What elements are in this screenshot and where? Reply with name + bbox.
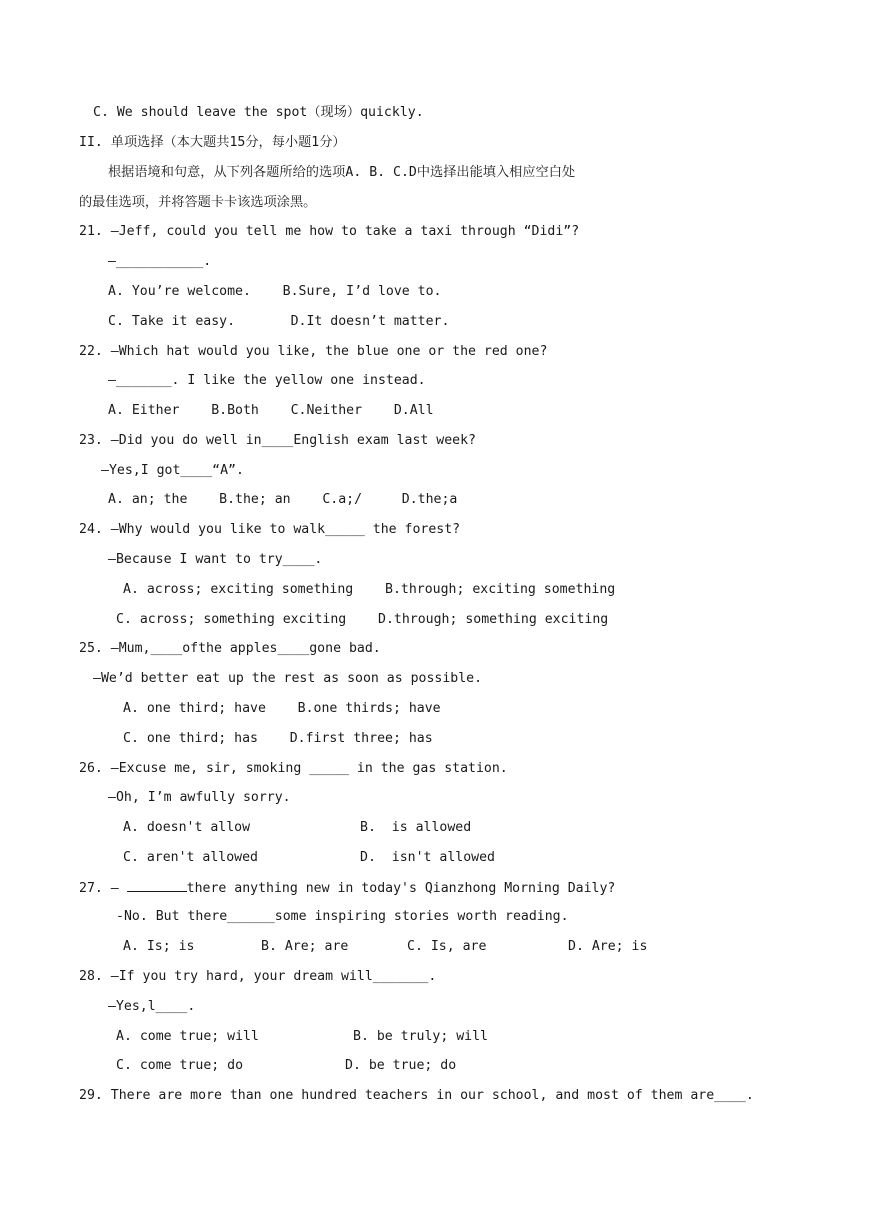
blank-underline: [127, 879, 187, 892]
option-d: D. be true; do: [345, 1058, 457, 1073]
option-d: D. Are; is: [568, 939, 648, 954]
option-line: A. Either B.Both C.Neither D.All: [108, 403, 434, 418]
option-line: A. one third; have B.one thirds; have: [123, 701, 441, 716]
option-a: A. come true; will: [116, 1029, 259, 1044]
option-line: C. We should leave the spot（现场）quickly.: [93, 105, 424, 120]
question-29: 29. There are more than one hundred teachers in our school, and most of them are____.: [79, 1088, 754, 1103]
option-c: C. come true; do: [116, 1058, 244, 1073]
answer-line: —Because I want to try____.: [108, 552, 323, 567]
option-b: B. Are; are: [261, 939, 349, 954]
option-b: B. is allowed: [360, 820, 472, 835]
answer-line: -No. But there______some inspiring stories worth reading.: [116, 909, 569, 924]
instruction-line: 的最佳选项，并将答题卡卡该选项涂黑。: [79, 195, 317, 210]
instruction-line: 根据语境和句意，从下列各题所给的选项A. B. C.D中选择出能填入相应空白处: [108, 165, 576, 180]
option-line: A. an; the B.the; an C.a;/ D.the;a: [108, 492, 458, 507]
option-d: D. isn't allowed: [360, 850, 495, 865]
answer-line: —Oh, I’m awfully sorry.: [108, 790, 291, 805]
question-27-number: [79, 879, 615, 898]
question-27-text: there anything new in today's Qianzhong Morning Daily?: [186, 881, 616, 896]
question-21: 21. —Jeff, could you tell me how to take a taxi through “Didi”?: [79, 224, 580, 239]
question-26: 26. —Excuse me, sir, smoking _____ in the gas station.: [79, 761, 508, 776]
answer-line: —_______. I like the yellow one instead.: [108, 373, 426, 388]
question-27-prefix: 27. —: [79, 881, 127, 896]
option-b: B. be truly; will: [353, 1029, 488, 1044]
option-c: C. aren't allowed: [123, 850, 258, 865]
question-24: 24. —Why would you like to walk_____ the forest?: [79, 522, 461, 537]
answer-line: —___________.: [108, 254, 212, 269]
option-a: A. doesn't allow: [123, 820, 251, 835]
answer-line: —Yes,I got____“A”.: [101, 463, 244, 478]
answer-line: —We’d better eat up the rest as soon as possible.: [93, 671, 483, 686]
question-22: 22. —Which hat would you like, the blue one or the red one?: [79, 344, 548, 359]
option-a: A. Is; is: [123, 939, 195, 954]
option-line: A. across; exciting something B.through; exciting something: [123, 582, 616, 597]
option-c: C. Is, are: [407, 939, 487, 954]
option-line: A. You’re welcome. B.Sure, I’d love to.: [108, 284, 442, 299]
option-line: C. one third; has D.first three; has: [123, 731, 433, 746]
answer-line: —Yes,l____.: [108, 999, 196, 1014]
question-28: 28. —If you try hard, your dream will_______.: [79, 969, 437, 984]
question-23: 23. —Did you do well in____English exam last week?: [79, 433, 476, 448]
option-line: C. Take it easy. D.It doesn’t matter.: [108, 314, 450, 329]
section-heading: II. 单项选择（本大题共15分，每小题1分）: [79, 135, 346, 150]
question-25: 25. —Mum,____ofthe apples____gone bad.: [79, 641, 381, 656]
option-line: C. across; something exciting D.through; something exciting: [116, 612, 609, 627]
